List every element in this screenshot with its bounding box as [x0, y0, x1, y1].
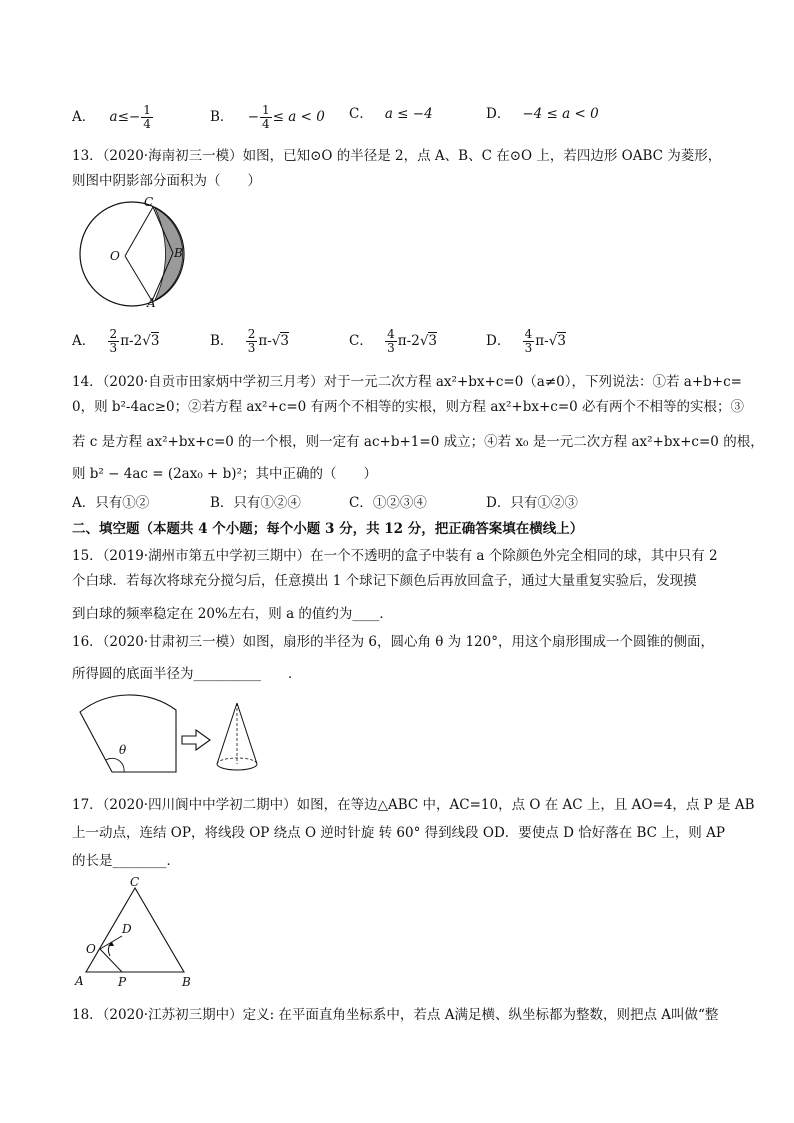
- q16-line-2: 所得圆的底面半径为__________ ．: [72, 666, 302, 682]
- q17-line-1: 17．（2020·四川阆中中学初二期中）如图，在等边△ABC 中，AC=10，点 O 在 AC 上，且 AO=4，点 P 是 AB: [72, 797, 755, 813]
- q14-line-1: 14．（2020·自贡市田家炳中学初三月考）对于一元二次方程 ax²+bx+c=0（a≠0），下列说法：①若 a+b+c=: [72, 374, 742, 390]
- q16-cone-right: [237, 703, 257, 764]
- q17-segment-op: [100, 949, 122, 972]
- q15-line-1: 15．（2019·湖州市第五中学初三期中）在一个不透明的盒子中装有 a 个除颜色外完全相同的球，其中只有 2: [72, 548, 718, 564]
- q13-option-d: D． $\frac{4}{3}$ π-√3: [486, 327, 566, 355]
- q13-figure: [70, 196, 195, 311]
- q17-label-c: C: [130, 875, 140, 889]
- q13-label-c: C: [144, 195, 154, 209]
- q13-line-2: 则图中阴影部分面积为（ ）: [72, 173, 261, 189]
- q16-theta-label: θ: [119, 743, 127, 757]
- q16-cone-left: [217, 703, 237, 764]
- q14-option-d: D．只有①②③: [486, 495, 578, 511]
- q16-figure: [72, 700, 282, 780]
- q13-segment-oa: [125, 256, 152, 301]
- q12-option-a: A． a≤− $\frac{1}{4}$: [72, 103, 151, 131]
- q17-figure: [70, 876, 200, 991]
- q14-option-c: C．①②③④: [349, 495, 427, 511]
- q13-option-b: B． $\frac{2}{3}$ π-√3: [210, 327, 289, 355]
- q17-label-d: D: [122, 922, 132, 936]
- q17-label-o: O: [86, 942, 96, 956]
- q16-sector: [80, 695, 176, 772]
- q12-option-d: D． −4 ≤ a < 0: [486, 106, 599, 122]
- q13-segment-oc: [125, 207, 153, 256]
- q17-triangle-abc: [86, 888, 184, 972]
- q16-cone-base-front: [217, 764, 257, 770]
- q13-line-1: 13．（2020·海南初三一模）如图，已知⊙O 的半径是 2，点 A、B、C 在⊙O 上，若四边形 OABC 为菱形，: [72, 148, 722, 164]
- q13-label-o: O: [110, 249, 120, 263]
- q13-option-a: A． $\frac{2}{3}$ π-2√3: [72, 327, 160, 355]
- q17-label-a: A: [75, 974, 84, 988]
- q13-label-a: A: [147, 296, 156, 310]
- q14-line-4: 则 b² − 4ac = (2ax₀ + b)²；其中正确的（ ）: [72, 466, 377, 482]
- q12-option-c: C． a ≤ −4: [349, 106, 433, 122]
- q14-option-a: A．只有①②: [72, 495, 150, 511]
- q17-label-p: P: [118, 975, 127, 989]
- q14-line-3: 若 c 是方程 ax²+bx+c=0 的一个根，则一定有 ac+b+1=0 成立；④若 x₀ 是一元二次方程 ax²+bx+c=0 的根，: [72, 434, 764, 450]
- q16-arrow-icon: [182, 730, 210, 750]
- q17-line-3: 的长是________．: [72, 853, 180, 869]
- q14-option-b: B．只有①②④: [210, 495, 301, 511]
- q13-label-b: B: [174, 246, 183, 260]
- q17-line-2: 上一动点，连结 OP，将线段 OP 绕点 O 逆时针旋 转 60° 得到线段 OD．要使点 D 恰好落在 BC 上，则 AP: [72, 825, 725, 841]
- q12-option-b: B． − $\frac{1}{4}$ ≤ a < 0: [210, 103, 325, 131]
- q15-line-2: 个白球．若每次将球充分搅匀后，任意摸出 1 个球记下颜色后再放回盒子，通过大量重复实验后，发现摸: [72, 573, 697, 589]
- q13-option-c: C． $\frac{4}{3}$ π-2√3: [349, 327, 438, 355]
- q16-line-1: 16．（2020·甘肃初三一模）如图，扇形的半径为 6，圆心角 θ 为 120°，用这个扇形围成一个圆锥的侧面，: [72, 634, 714, 650]
- q14-line-2: 0，则 b²-4ac≥0；②若方程 ax²+c=0 有两个不相等的实根，则方程 ax²+bx+c=0 必有两个不相等的实根；③: [72, 399, 745, 415]
- q18-line-1: 18．（2020·江苏初三期中）定义: 在平面直角坐标系中，若点 A满足横、纵坐标都为整数，则把点 A叫做“整: [72, 1007, 719, 1023]
- q15-line-3: 到白球的频率稳定在 20%左右，则 a 的值约为____．: [72, 606, 393, 622]
- q17-label-b: B: [182, 975, 191, 989]
- section-2-heading: 二、填空题（本题共 4 个小题；每个小题 3 分，共 12 分，把正确答案填在横线上）: [72, 521, 584, 537]
